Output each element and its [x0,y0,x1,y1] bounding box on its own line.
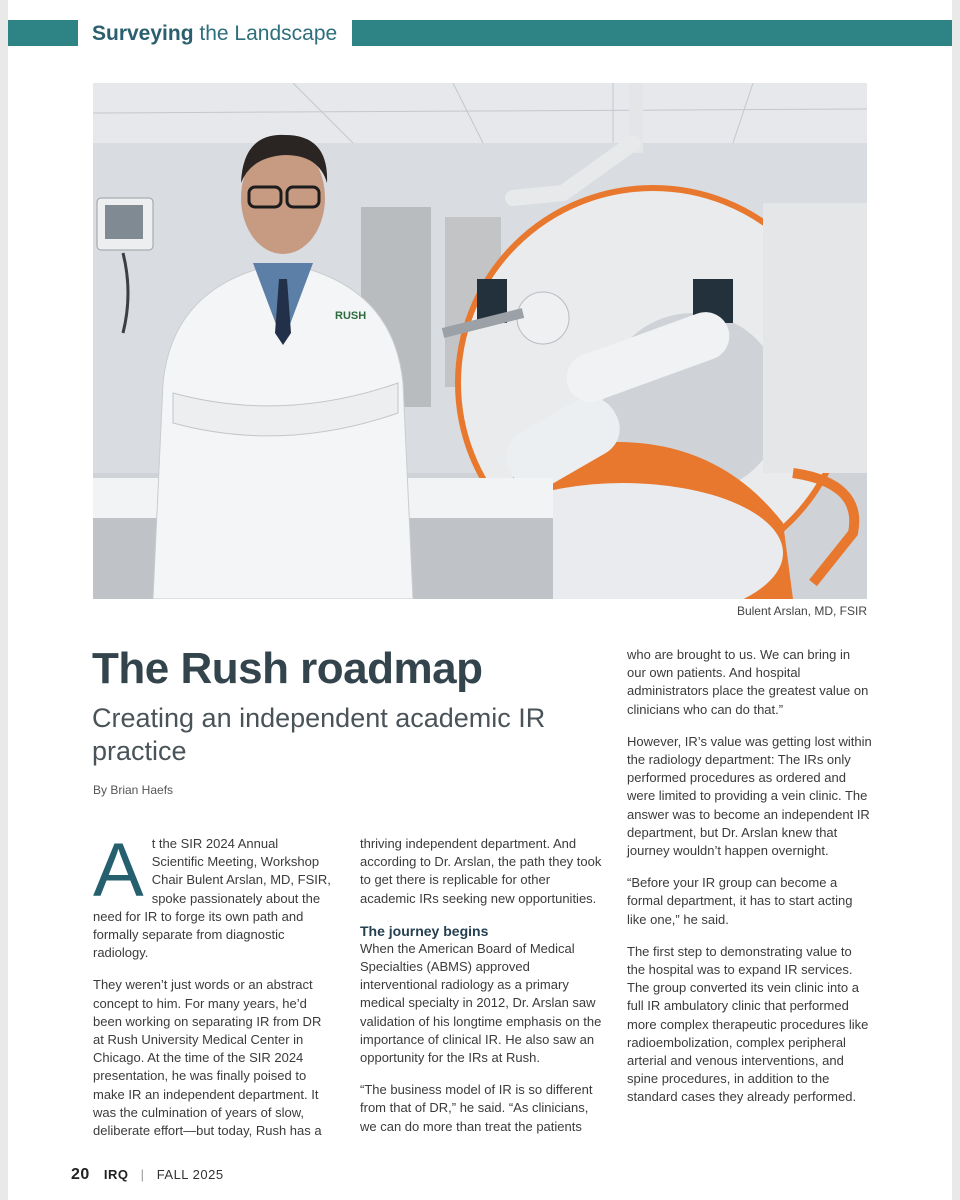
paragraph: They weren’t just words or an abstract concept to him. For many years, he’d been working on separating IR from DR at Rush University Medical Center in Chicago. At the time of the SIR 2024 presentation, he was finally poised to make IR an independent department. It was the culmination of years of slow, deliberate effort—but today, Rush has a [93,977,322,1139]
coat-badge: RUSH [335,310,367,322]
header-band-left [8,20,78,46]
section-title-rest: the Landscape [199,22,338,45]
page-footer [71,1166,224,1184]
paragraph: However, IR’s value was getting lost within the radiology department: The IRs only performed procedures as ordered and were limited to providing a vein clinic. The answer was to become an independent IR department, but Dr. Arslan knew that journey wouldn’t happen overnight. [627,733,872,859]
paragraph-text: t the SIR 2024 Annual Scientific Meeting, Workshop Chair Bulent Arslan, MD, FSIR, spoke passionately about the need for IR to forge its own path and formally separate from diagnostic radiology. [93,836,331,961]
drop-cap: A [93,828,144,913]
section-heading: The journey begins [360,922,489,939]
photo-illustration [93,83,867,599]
article-title: The Rush roadmap [92,644,483,693]
section-title [92,19,337,49]
paragraph: The first step to demonstrating value to the hospital was to expand IR services. The group converted its vein clinic into a full IR ambulatory clinic that performed more complex therapeutic procedures like radioembolization, complex peripheral arterial and venous interventions, and spine procedures, in addition to the standard cases they already performed. [627,943,869,1105]
page-number: 20 [71,1166,90,1183]
article-subtitle: Creating an independent academic IR practice [92,703,546,766]
issue-label: FALL 2025 [156,1167,224,1182]
section-title-bold: Surveying [92,22,194,45]
paragraph: thriving independent department. And according to Dr. Arslan, the path they took to get there is replicable for other academic IRs seeking new opportunities. [360,836,602,906]
column-1 [93,828,333,1154]
paragraph: “Before your IR group can become a formal department, it has to start acting like one,” he said. [627,875,853,927]
photo-caption: Bulent Arslan, MD, FSIR [736,604,867,618]
feature-photo [93,83,867,599]
paragraph: “The business model of IR is so different from that of DR,” he said. “As clinicians, we can do more than treat the patients [360,1082,593,1134]
magazine-page [8,0,952,1200]
article-byline: By Brian Haefs [93,783,174,797]
column-3 [627,646,872,1121]
paragraph [93,828,333,962]
header-band-right [352,20,952,46]
column-2 [360,835,605,1150]
paragraph: who are brought to us. We can bring in our own patients. And hospital administrators place the greatest value on clinicians who can do that.” [627,647,869,717]
paragraph: When the American Board of Medical Specialties (ABMS) approved interventional radiology as a primary medical specialty in 2012, Dr. Arslan saw validation of his longtime emphasis on the importance of clinical IR. He also saw an opportunity for the IRs at Rush. [360,940,602,1066]
footer-separator: | [140,1167,145,1182]
magazine-name: IRQ [103,1167,129,1182]
